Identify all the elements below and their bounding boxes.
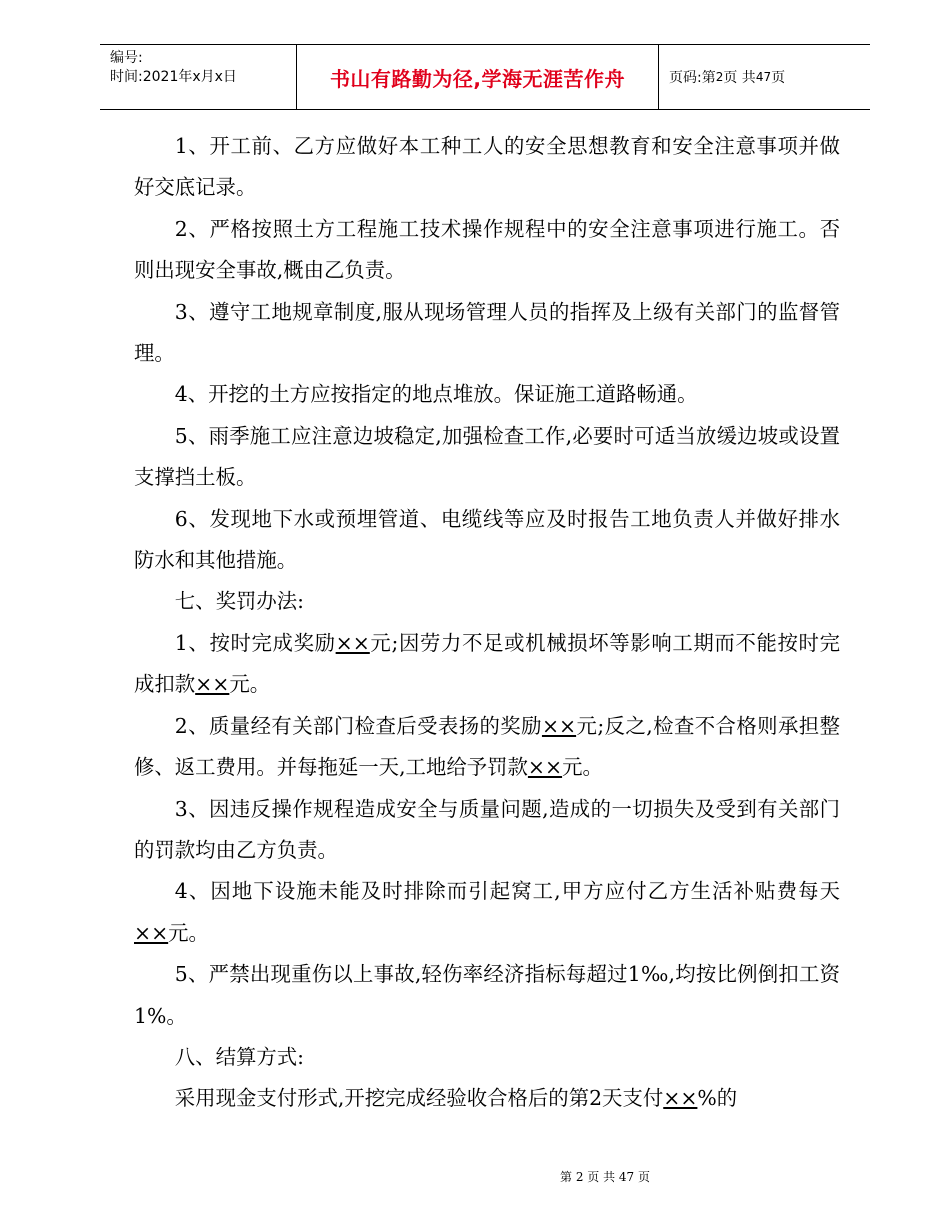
paragraph-text: 元。	[562, 755, 603, 780]
paragraph-text: 2、质量经有关部门检查后受表扬的奖励	[174, 713, 542, 738]
paragraph-text: 八、结算方式:	[174, 1044, 305, 1069]
paragraph-text: 元;因劳力不足或机械损坏等影响工期而不能按时完成扣款	[134, 630, 840, 697]
paragraph	[134, 374, 840, 415]
blank-amount: ××	[134, 920, 169, 945]
paragraph	[134, 499, 840, 582]
paragraph-text: 3、遵守工地规章制度,服从现场管理人员的指挥及上级有关部门的监督管理。	[134, 299, 840, 366]
number-label: 编号:	[110, 50, 143, 66]
paragraph-text: 3、因违反操作规程造成安全与质量问题,造成的一切损失及受到有关部门的罚款均由乙方负责。	[134, 796, 840, 862]
blank-amount: ××	[541, 713, 577, 738]
paragraph	[134, 209, 840, 292]
header-page-info	[659, 45, 870, 109]
page-footer: 第 2 页 共 47 页	[560, 1170, 650, 1184]
paragraph	[134, 871, 840, 954]
blank-amount: ××	[663, 1086, 698, 1111]
paragraph-text: 5、严禁出现重伤以上事故,轻伤率经济指标每超过1‰,均按比例倒扣工资1%。	[134, 962, 840, 1028]
page-total: 47	[755, 70, 772, 84]
paragraph-text: 元;反之,检查不合格则承担整修、返工费用。并每拖延一天,工地给予罚款	[134, 713, 840, 780]
paragraph-text: %的	[697, 1086, 738, 1111]
paragraph-text: 6、发现地下水或预埋管道、电缆线等应及时报告工地负责人并做好排水防水和其他措施。	[134, 506, 840, 573]
document-body	[134, 126, 840, 1120]
paragraph-text: 七、奖罚办法:	[174, 589, 305, 614]
paragraph-text: 5、雨季施工应注意边坡稳定,加强检查工作,必要时可适当放缓边坡或设置支撑挡土板。	[134, 423, 840, 490]
paragraph-text: 1、按时完成奖励	[174, 630, 336, 655]
page-prefix: 页码:第	[669, 70, 716, 86]
header-motto: 书山有路勤为径,学海无涯苦作舟	[297, 45, 659, 109]
paragraph	[134, 292, 840, 375]
paragraph	[134, 623, 840, 706]
blank-amount: ××	[195, 672, 230, 697]
paragraph	[134, 706, 840, 789]
page-mid: 页 共	[723, 70, 756, 86]
paragraph	[134, 1078, 840, 1119]
page-header	[100, 44, 870, 110]
paragraph-text: 4、开挖的土方应按指定的地点堆放。保证施工道路畅通。	[174, 382, 698, 407]
blank-amount: ××	[527, 755, 563, 780]
paragraph	[134, 581, 840, 622]
paragraph	[134, 416, 840, 499]
paragraph	[134, 789, 840, 872]
page-suffix: 页	[771, 70, 786, 86]
paragraph-text: 元。	[168, 920, 209, 945]
paragraph-text: 元。	[229, 672, 271, 697]
paragraph	[134, 1037, 840, 1078]
paragraph	[134, 954, 840, 1037]
header-meta	[100, 45, 297, 109]
blank-amount: ××	[335, 630, 370, 655]
paragraph-text: 采用现金支付形式,开挖完成经验收合格后的第2天支付	[174, 1086, 664, 1111]
time-label: 时间:2021年x月x日	[110, 69, 237, 85]
paragraph-text: 1、开工前、乙方应做好本工种工人的安全思想教育和安全注意事项并做好交底记录。	[134, 134, 840, 200]
paragraph	[134, 126, 840, 209]
paragraph-text: 2、严格按照土方工程施工技术操作规程中的安全注意事项进行施工。否则出现安全事故,概由乙负责。	[134, 216, 840, 283]
page-number: 2	[715, 70, 724, 84]
paragraph-text: 4、因地下设施未能及时排除而引起窝工,甲方应付乙方生活补贴费每天	[174, 879, 840, 904]
